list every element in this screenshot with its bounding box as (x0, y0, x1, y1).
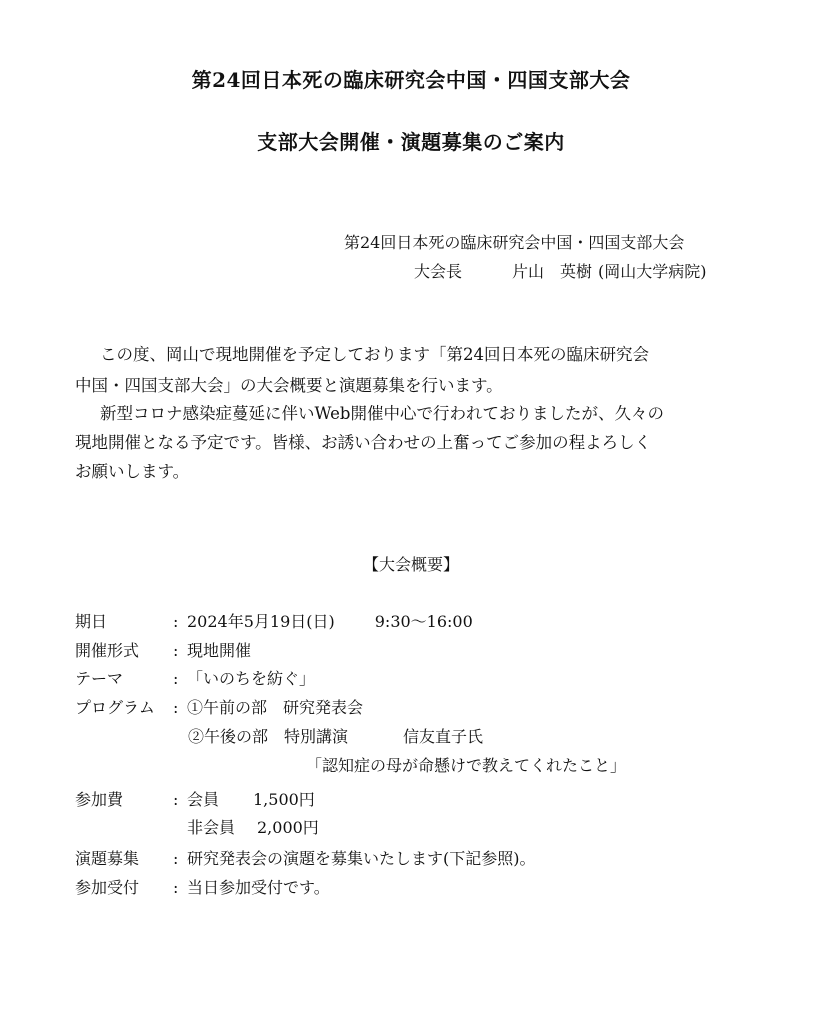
intro-line-4: 現地開催となる予定です。皆様、お誘い合わせの上奮ってご参加の程よろしく (75, 433, 652, 452)
overview-row-theme (75, 666, 315, 689)
program-speaker: 信友直子氏 (403, 727, 484, 746)
overview-row-program (75, 695, 363, 718)
overview-row-fee-member (75, 787, 315, 810)
fee-nonmember-label: 非会員 (187, 818, 236, 837)
program-lecture: 「認知症の母が命懸けで教えてくれたこと」 (306, 756, 627, 775)
separator: : (173, 790, 179, 809)
intro-line-5: お願いします。 (75, 462, 190, 481)
overview-row-format (75, 638, 251, 661)
separator: : (173, 612, 179, 631)
time-value: 9:30〜16:00 (374, 612, 473, 631)
separator: : (173, 849, 179, 868)
document-title: 第24回日本死の臨床研究会中国・四国支部大会 (191, 68, 631, 92)
intro-line-1: この度、岡山で現地開催を予定しております「第24回日本死の臨床研究会 (100, 345, 649, 364)
document-subtitle: 支部大会開催・演題募集のご案内 (257, 130, 565, 154)
separator: : (173, 641, 179, 660)
separator: : (173, 878, 179, 897)
overview-row-call (75, 846, 536, 869)
overview-row-program-pm (188, 724, 483, 747)
intro-line-2: 中国・四国支部大会」の大会概要と演題募集を行います。 (75, 376, 503, 395)
call-label: 演題募集 (75, 849, 140, 868)
call-value: 研究発表会の演題を募集いたします(下記参照)。 (187, 849, 536, 868)
intro-line-3: 新型コロナ感染症蔓延に伴いWeb開催中心で行われておりましたが、久々の (100, 404, 664, 423)
fee-member-value: 1,500円 (253, 790, 315, 809)
sender-organization: 第24回日本死の臨床研究会中国・四国支部大会 (344, 233, 685, 252)
theme-label: テーマ (75, 669, 124, 688)
overview-row-registration (75, 875, 330, 898)
date-label: 期日 (75, 612, 108, 631)
reg-label: 参加受付 (75, 878, 140, 897)
fee-nonmember-value: 2,000円 (257, 818, 319, 837)
separator: : (173, 669, 179, 688)
overview-heading: 【大会概要】 (362, 555, 459, 574)
date-value: 2024年5月19日(日) (187, 612, 335, 631)
president-role: 大会長 (414, 262, 463, 281)
program-label: プログラム (75, 698, 155, 717)
president-affiliation: (岡山大学病院) (598, 262, 707, 281)
sender-president (414, 259, 707, 282)
theme-value: 「いのちを紡ぐ」 (187, 669, 316, 688)
format-label: 開催形式 (75, 641, 140, 660)
overview-row-fee-nonmember (187, 815, 319, 838)
overview-row-date (75, 609, 473, 632)
reg-value: 当日参加受付です。 (187, 878, 330, 897)
president-name: 片山 英樹 (512, 262, 593, 281)
format-value: 現地開催 (187, 641, 252, 660)
program-pm: ②午後の部 特別講演 (188, 727, 349, 746)
program-am: ①午前の部 研究発表会 (187, 698, 364, 717)
fee-member-label: 会員 (187, 790, 220, 809)
separator: : (173, 698, 179, 717)
fee-label: 参加費 (75, 790, 124, 809)
